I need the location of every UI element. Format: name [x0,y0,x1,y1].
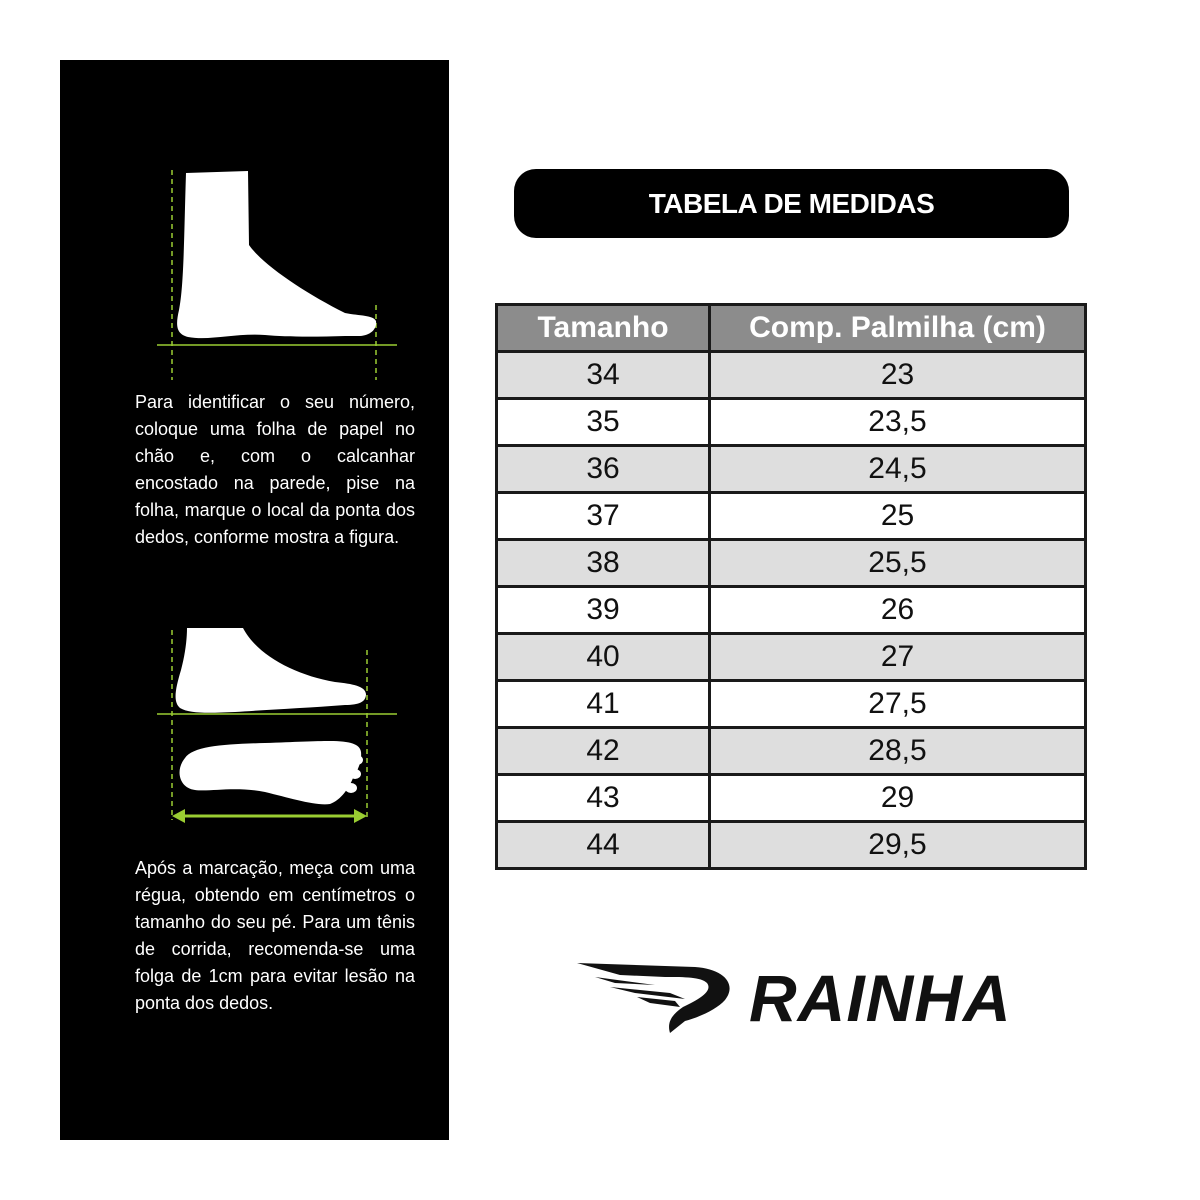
brand-name: RAINHA [749,960,1012,1035]
header-size: Tamanho [497,305,710,352]
length-cell: 23,5 [710,399,1086,446]
length-cell: 25,5 [710,540,1086,587]
header-insole-length: Comp. Palmilha (cm) [710,305,1086,352]
measure-step-2-text: Após a marcação, meça com uma régua, obtendo em centímetros o tamanho do seu pé. Para um tênis de corrida, recomenda-se uma folga de 1cm para evitar lesão na ponta dos dedos. [135,858,415,1013]
size-cell: 39 [497,587,710,634]
table-row [497,822,1086,869]
length-cell: 25 [710,493,1086,540]
instructions-panel [60,60,449,1140]
table-row [497,493,1086,540]
size-cell: 40 [497,634,710,681]
foot-against-wall-illustration [155,165,405,385]
size-cell: 37 [497,493,710,540]
size-cell: 42 [497,728,710,775]
length-cell: 29 [710,775,1086,822]
size-cell: 43 [497,775,710,822]
size-cell: 36 [497,446,710,493]
table-row [497,540,1086,587]
measure-step-1-text: Para identificar o seu número, coloque uma folha de papel no chão e, com o calcanhar encostado na parede, pise na folha, marque o local da ponta dos dedos, conforme mostra a figura. [135,392,415,547]
rainha-wing-logo-icon [575,955,735,1040]
length-cell: 23 [710,352,1086,399]
table-row [497,634,1086,681]
length-cell: 26 [710,587,1086,634]
length-cell: 28,5 [710,728,1086,775]
length-cell: 29,5 [710,822,1086,869]
table-row [497,352,1086,399]
size-cell: 41 [497,681,710,728]
foot-measurement-illustration [155,620,405,835]
table-row [497,587,1086,634]
size-cell: 35 [497,399,710,446]
table-row [497,681,1086,728]
size-cell: 34 [497,352,710,399]
size-cell: 44 [497,822,710,869]
size-table-header-row [497,305,1086,352]
size-table [495,303,1087,870]
brand-logo [575,955,1012,1040]
table-row [497,775,1086,822]
length-cell: 24,5 [710,446,1086,493]
size-table-title: TABELA DE MEDIDAS [514,169,1069,238]
size-cell: 38 [497,540,710,587]
table-row [497,399,1086,446]
length-cell: 27,5 [710,681,1086,728]
table-row [497,728,1086,775]
table-row [497,446,1086,493]
length-cell: 27 [710,634,1086,681]
